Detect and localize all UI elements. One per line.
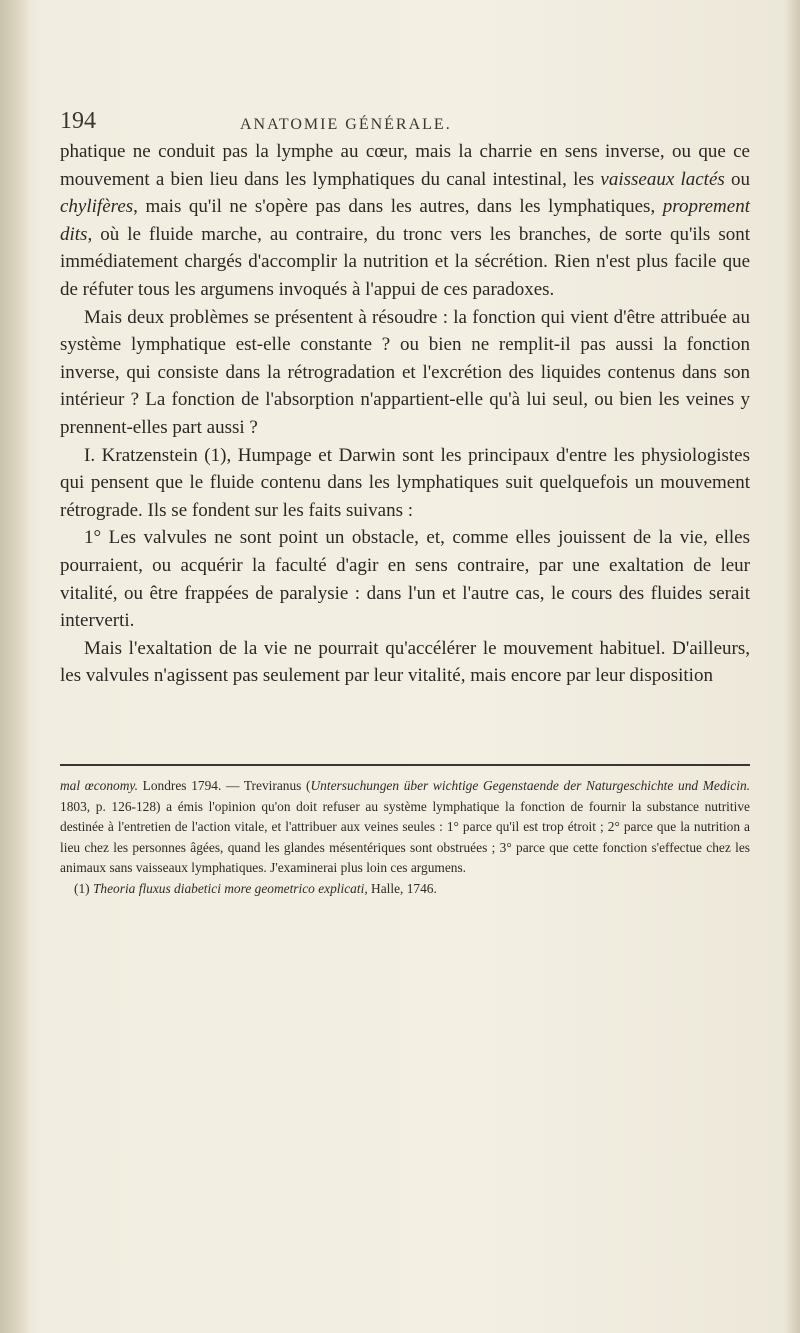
text-segment: Halle, 1746.	[367, 880, 437, 896]
text-segment: , mais qu'il ne s'opère pas dans les autres, dans les lymphatiques,	[133, 196, 663, 218]
text-segment: 1803, p. 126-128) a émis l'opinion qu'on doit refuser au système lymphatique la fonction de fournir la substance nutritive destinée à l'entretien de l'action vitale, et l'attribuer aux veines seules : 1° parce qu'il est trop étroit ; 2° parce que la nutrition a lieu chez les personnes âgées, quand les glandes mésentériques sont obstruées ; 3° parce que cette fonction s'effectue chez les animaux sans vaisseaux lymphatiques. J'examinerai plus loin ces argumens.	[60, 798, 750, 876]
italic-title: Theoria fluxus diabetici more geometrico explicati,	[92, 880, 368, 896]
italic-term: vaisseaux lactés	[600, 168, 725, 190]
main-text	[60, 138, 750, 690]
page-right-edge	[784, 0, 800, 1333]
footnote-1	[60, 879, 750, 900]
page-number: 194	[60, 108, 96, 134]
text-segment: ou	[724, 168, 750, 190]
text-segment: , où le fluide marche, au contraire, du tronc vers les branches, de sorte qu'ils sont immédiatement chargés d'accomplir la nutrition et la sécrétion. Rien n'est plus facile que de réfuter tous les argumens invoqués à l'appui de ces paradoxes.	[60, 223, 750, 300]
italic-title: mal œconomy.	[60, 778, 138, 793]
text-segment: phatique ne conduit pas la lymphe au cœur, mais la charrie en sens inverse, ou que ce mouvement a bien lieu dans les lymphatiques du canal intestinal, les	[60, 141, 750, 190]
paragraph-3: I. Kratzenstein (1), Humpage et Darwin sont les principaux d'entre les physiologistes qui pensent que le fluide contenu dans les lymphatiques suit quelquefois un mouvement rétrograde. Ils se fondent sur les faits suivans :	[60, 444, 750, 521]
italic-title: Untersuchungen über wichtige Gegenstaende der Naturgeschichte und Medicin.	[310, 778, 750, 793]
text-segment: Londres 1794. — Treviranus (	[137, 778, 311, 793]
running-head: ANATOMIE GÉNÉRALE.	[240, 116, 452, 133]
page-header	[60, 108, 760, 138]
page-left-edge	[0, 0, 30, 1333]
paragraph-1	[60, 138, 750, 304]
footnotes	[60, 776, 750, 900]
footnote-marker: (1)	[74, 880, 93, 896]
paragraph-5: Mais l'exaltation de la vie ne pourrait qu'accélérer le mouvement habituel. D'ailleurs, les valvules n'agissent pas seulement par leur vitalité, mais encore par leur disposition	[60, 637, 750, 687]
paragraph-4: 1° Les valvules ne sont point un obstacle, et, comme elles jouissent de la vie, elles pourraient, ou acquérir la faculté d'agir en sens contraire, par une exaltation de leur vitalité, ou être frappées de paralysie : dans l'un et l'autre cas, le cours des fluides serait interverti.	[60, 527, 750, 632]
italic-term: proprement dits	[60, 196, 750, 245]
paragraph-2: Mais deux problèmes se présentent à résoudre : la fonction qui vient d'être attribuée au système lymphatique est-elle constante ? ou bien ne remplit-il pas aussi la fonction inverse, qui consiste dans la rétrogradation et l'excrétion des liquides contenus dans son intérieur ? La fonction de l'absorption n'appartient-elle qu'à lui seul, ou bien les veines y prennent-elles part aussi ?	[60, 306, 750, 438]
footnote-divider	[60, 764, 750, 766]
footnote-continued	[60, 776, 750, 879]
italic-term: chylifères	[60, 196, 134, 218]
